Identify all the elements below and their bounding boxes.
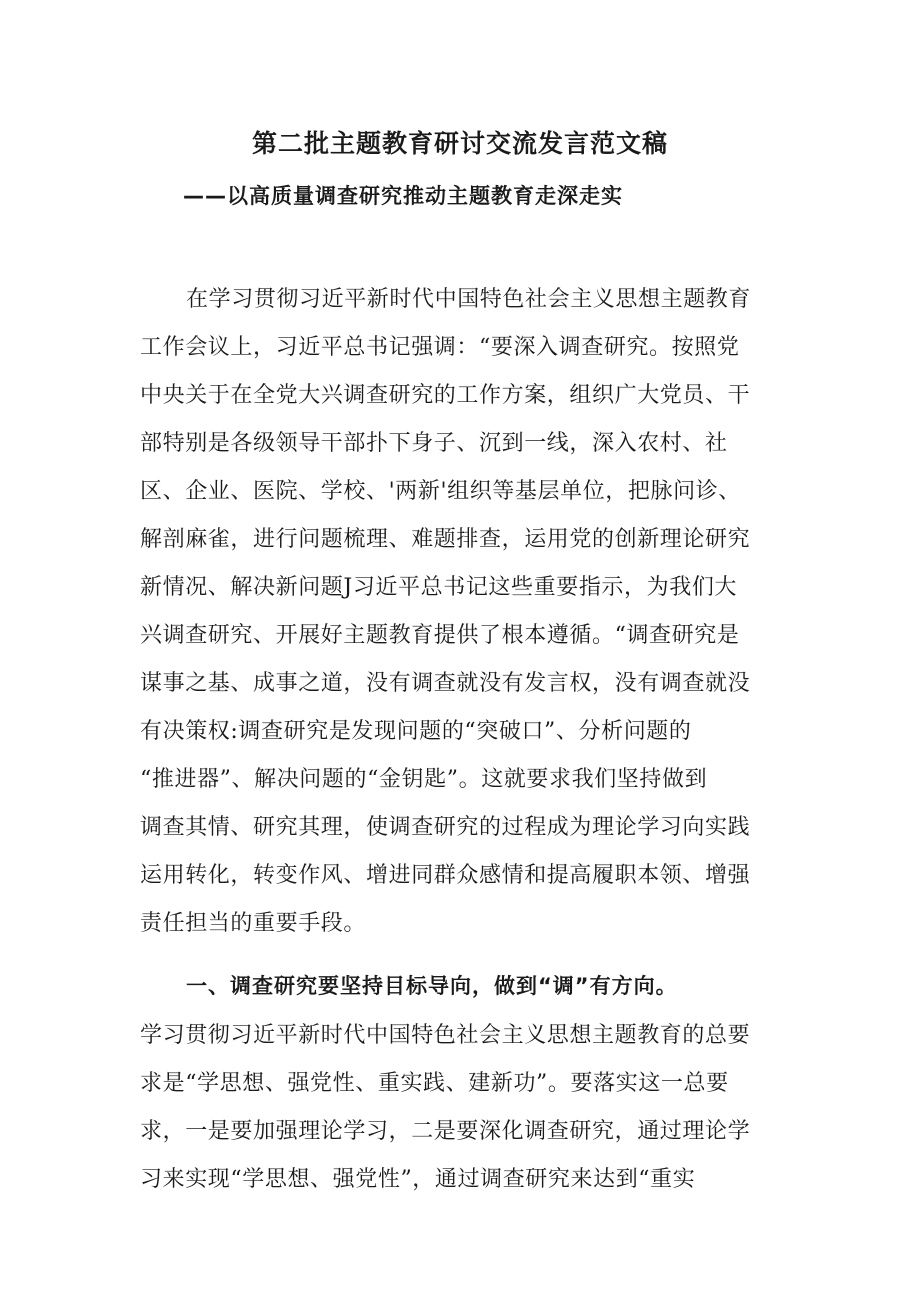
paragraph-line: 新情况、解决新问题J习近平总书记这些重要指示，为我们大 bbox=[140, 575, 738, 600]
paragraph-line: “推进器”、解决问题的“金钥匙”。这就要求我们坚持做到 bbox=[140, 767, 708, 792]
paragraph-line: 在学习贯彻习近平新时代中国特色社会主义思想主题教育 bbox=[186, 287, 752, 312]
paragraph-line: 学习贯彻习近平新时代中国特色社会主义思想主题教育的总要 bbox=[140, 1023, 751, 1048]
paragraph-2 bbox=[140, 1012, 780, 1204]
paragraph-line: 求，一是要加强理论学习，二是要深化调查研究，通过理论学 bbox=[140, 1119, 751, 1144]
paragraph-line: 习来实现“学思想、强党性”，通过调查研究来达到“重实 bbox=[140, 1167, 696, 1192]
paragraph-line: 兴调查研究、开展好主题教育提供了根本遵循。“调查研究是 bbox=[140, 623, 740, 648]
paragraph-line: 求是“学思想、强党性、重实践、建新功”。要落实这一总要 bbox=[140, 1071, 729, 1096]
paragraph-line: 有决策权:调查研究是发现问题的“突破口”、分析问题的 bbox=[140, 719, 692, 744]
section-heading: 一、调查研究要坚持目标导向，做到“调”有方向。 bbox=[186, 974, 678, 998]
document-title: 第二批主题教育研讨交流发言范文稿 bbox=[251, 129, 668, 158]
paragraph-line: 运用转化，转变作风、增进同群众感情和提高履职本领、增强 bbox=[140, 863, 751, 888]
paragraph-line: 中央关于在全党大兴调查研究的工作方案，组织广大党员、干 bbox=[140, 383, 751, 408]
paragraph-line: 部特别是各级领导干部扑下身子、沉到一线，深入农村、社 bbox=[140, 431, 728, 456]
document-subtitle: ——以高质量调查研究推动主题教育走深走实 bbox=[183, 184, 623, 208]
paragraph-line: 解剖麻雀，进行问题梳理、难题排查，运用党的创新理论研究 bbox=[140, 527, 751, 552]
paragraph-line: 区、企业、医院、学校、'两新'组织等基层单位，把脉问诊、 bbox=[140, 479, 741, 504]
paragraph-line: 责任担当的重要手段。 bbox=[140, 911, 367, 936]
paragraph-line: 工作会议上，习近平总书记强调：“要深入调查研究。按照党 bbox=[140, 335, 740, 360]
paragraph-line: 谋事之基、成事之道，没有调查就没有发言权，没有调查就没 bbox=[140, 671, 751, 696]
paragraph-1 bbox=[140, 276, 780, 948]
paragraph-line: 调查其情、研究其理，使调查研究的过程成为理论学习向实践 bbox=[140, 815, 751, 840]
